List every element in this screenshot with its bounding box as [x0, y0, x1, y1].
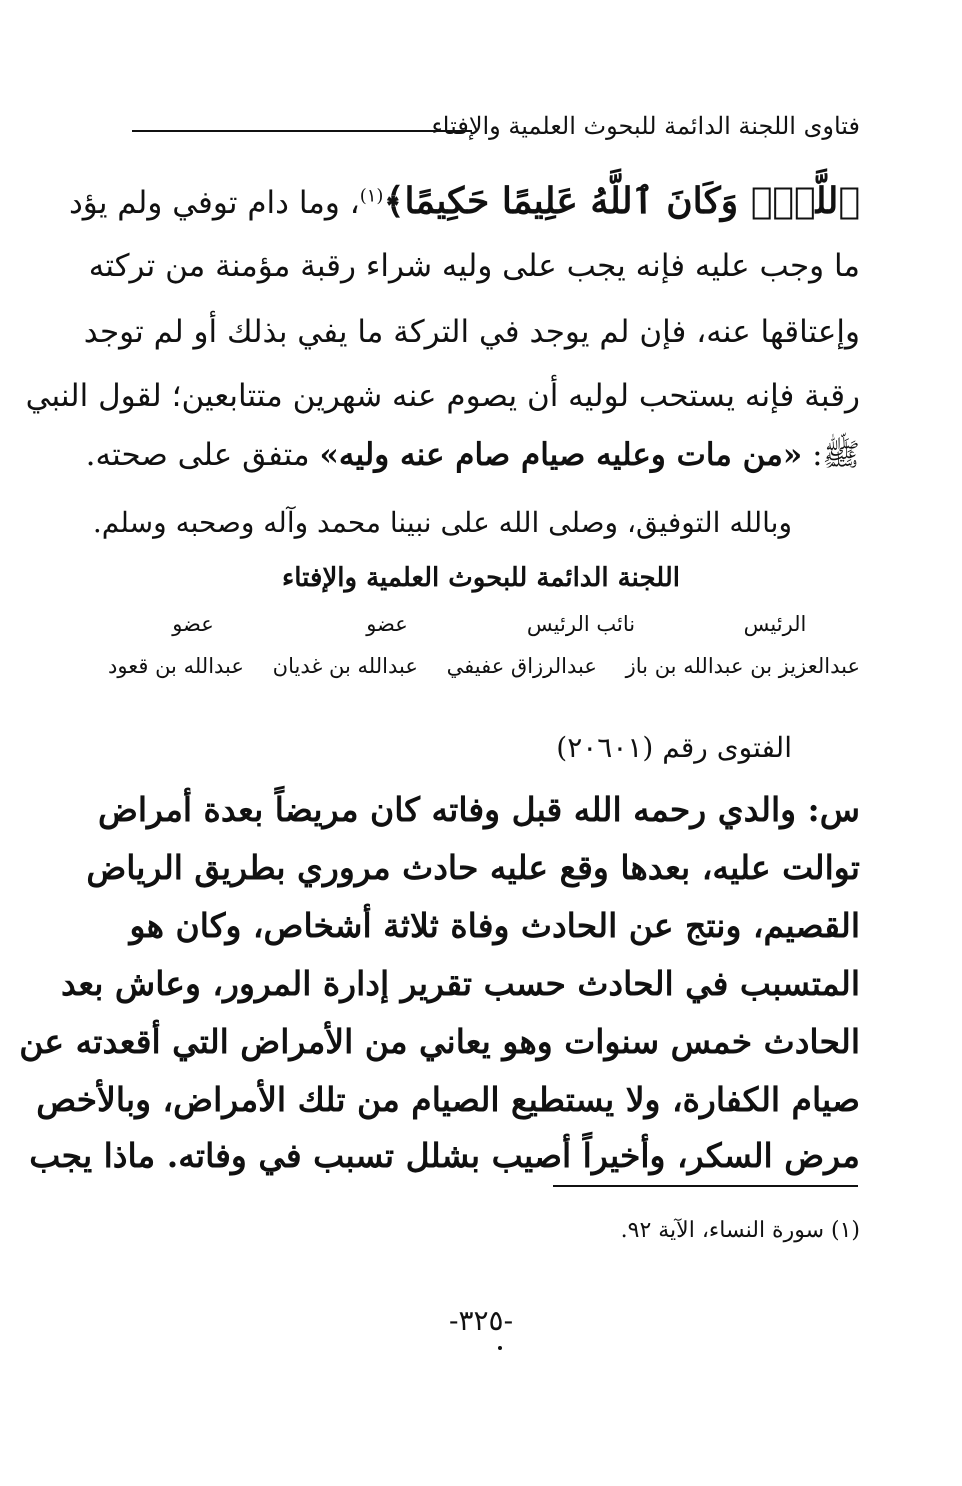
committee-names — [108, 654, 860, 678]
committee-roles — [108, 612, 860, 636]
question-line-7: مرض السكر، وأخيراً أصيب بشلل تسبب في وفاته. ماذا يجب — [29, 1136, 860, 1175]
role-member-1: عضو — [366, 612, 408, 636]
prophet-honorific: ﷺ: — [802, 437, 860, 473]
role-vice-president: نائب الرئيس — [526, 612, 636, 636]
header-rule — [132, 130, 472, 132]
body-line-5 — [86, 436, 860, 481]
body-line-4: رقبة فإنه يستحب لوليه أن يصوم عنه شهرين متتابعين؛ لقول النبي — [25, 378, 860, 414]
question-line-1: س: والدي رحمه الله قبل وفاته كان مريضاً بعدة أمراض — [97, 790, 860, 829]
quran-verse: ﭐﻟﻠَّﻪِۗ وَكَانَ ٱللَّهُ عَلِيمًا حَكِيمًا﴾ — [383, 180, 860, 222]
body-line-3: وإعتاقها عنه، فإن لم يوجد في التركة ما يفي بذلك أو لم توجد — [83, 314, 860, 350]
question-line-6: صيام الكفارة، ولا يستطيع الصيام من تلك الأمراض، وبالأخص — [36, 1080, 860, 1119]
role-president: الرئيس — [743, 612, 807, 636]
name-member-1: عبدالله بن غديان — [272, 654, 418, 678]
body-line-1-text: ، وما دام توفي ولم يؤد — [69, 185, 360, 221]
page-number: -٣٢٥- — [448, 1304, 514, 1337]
footnote-marker: (١) — [359, 185, 384, 207]
body-line-1 — [69, 180, 860, 222]
committee-title: اللجنة الدائمة للبحوث العلمية والإفتاء — [282, 563, 680, 593]
page-dot — [498, 1346, 502, 1350]
question-line-5: الحادث خمس سنوات وهو يعاني من الأمراض التي أقعدته عن — [19, 1022, 860, 1061]
question-line-2: توالت عليه، بعدها وقع عليه حادث مروري بطريق الرياض — [86, 848, 860, 887]
question-line-3: القصيم، ونتج عن الحادث وفاة ثلاثة أشخاص، وكان هو — [129, 906, 860, 945]
name-vice-president: عبدالرزاق عفيفي — [446, 654, 597, 678]
name-president: عبدالعزيز بن عبدالله بن باز — [625, 654, 860, 678]
role-member-2: عضو — [172, 612, 214, 636]
closing-line: وبالله التوفيق، وصلى الله على نبينا محمد وآله وصحبه وسلم. — [92, 506, 792, 539]
fatwa-number: الفتوى رقم (٢٠٦٠١) — [556, 731, 792, 764]
hadith-grading: متفق على صحته. — [85, 437, 320, 473]
footnote-rule — [553, 1185, 858, 1187]
running-header: فتاوى اللجنة الدائمة للبحوث العلمية والإفتاء — [431, 112, 860, 140]
hadith-quote: «من مات وعليه صيام صام عنه وليه» — [319, 437, 803, 473]
body-line-2: ما وجب عليه فإنه يجب على وليه شراء رقبة مؤمنة من تركته — [88, 248, 860, 284]
name-member-2: عبدالله بن قعود — [108, 654, 244, 678]
footnote: (١) سورة النساء، الآية ٩٢. — [620, 1218, 860, 1243]
question-line-4: المتسبب في الحادث حسب تقرير إدارة المرور، وعاش بعد — [61, 964, 860, 1003]
